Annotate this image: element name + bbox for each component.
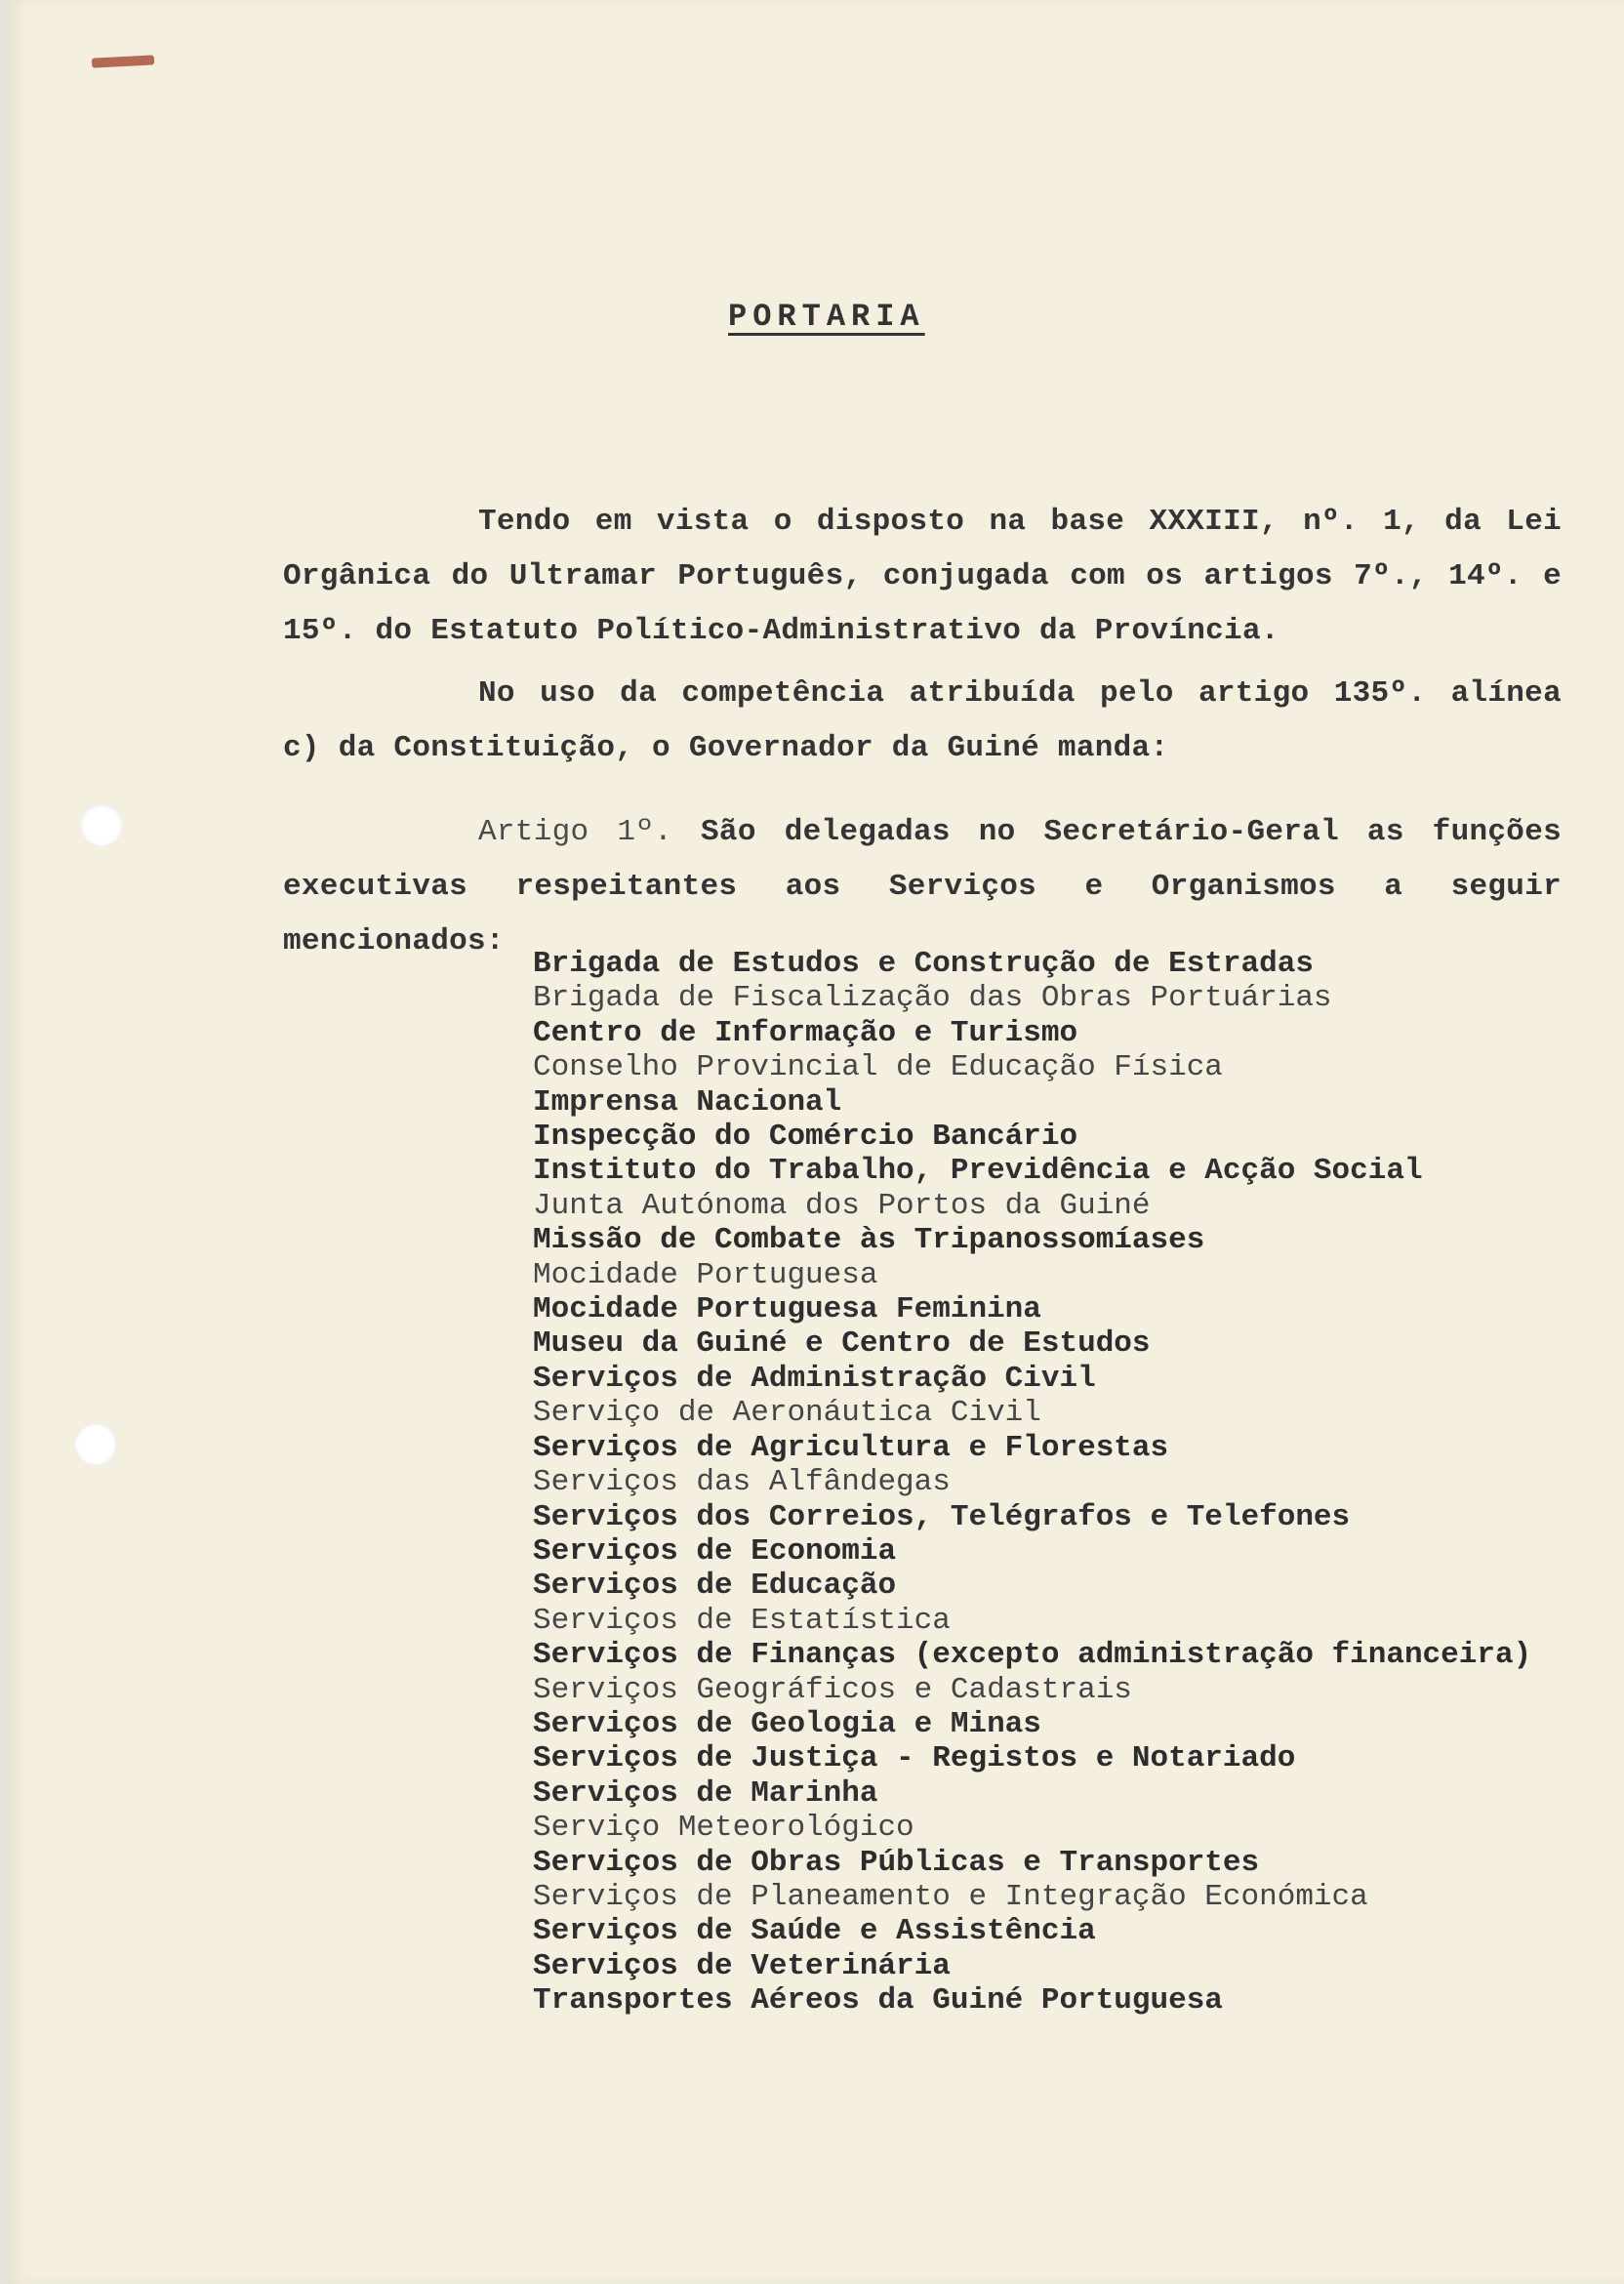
services-list	[533, 947, 1531, 2019]
list-item: Junta Autónoma dos Portos da Guiné	[533, 1188, 1151, 1223]
list-item: Serviço de Aeronáutica Civil	[533, 1396, 1041, 1431]
list-item: Mocidade Portuguesa Feminina	[533, 1292, 1041, 1327]
list-item: Museu da Guiné e Centro de Estudos	[533, 1326, 1151, 1362]
list-item: Missão de Combate às Tripanossomíases	[533, 1223, 1205, 1258]
list-item: Inspecção do Comércio Bancário	[533, 1120, 1078, 1155]
list-item: Centro de Informação e Turismo	[533, 1015, 1078, 1050]
list-item: Serviços de Finanças (excepto administração financeira)	[533, 1638, 1532, 1673]
list-item: Serviços de Planeamento e Integração Económica	[533, 1879, 1368, 1914]
list-item: Serviços das Alfândegas	[533, 1465, 951, 1500]
list-item: Serviços de Marinha	[533, 1775, 878, 1811]
list-item: Serviços de Veterinária	[533, 1948, 951, 1983]
list-item: Serviços de Obras Públicas e Transportes	[533, 1845, 1260, 1880]
competence-paragraph: No uso da competência atribuída pelo artigo 135º. alínea c) da Constituição, o Governador da Guiné manda:	[283, 676, 1562, 765]
list-item: Transportes Aéreos da Guiné Portuguesa	[533, 1983, 1223, 2019]
list-item: Instituto do Trabalho, Previdência e Acção Social	[533, 1154, 1423, 1189]
preamble-paragraph: Tendo em vista o disposto na base XXXIII, nº. 1, da Lei Orgânica do Ultramar Português, conjugada com os artigos 7º., 14º. e 15º. do Estatuto Político-Administrativo da Província.	[283, 505, 1562, 648]
article-label: Artigo 1º.	[478, 815, 673, 849]
list-item: Serviços de Administração Civil	[533, 1361, 1096, 1396]
document-title: PORTARIA	[728, 299, 925, 335]
list-item: Serviços de Economia	[533, 1533, 897, 1569]
list-item: Serviços de Justiça - Registos e Notariado	[533, 1741, 1296, 1776]
list-item: Serviços de Educação	[533, 1569, 897, 1604]
article-paragraph	[283, 805, 1562, 969]
list-item: Imprensa Nacional	[533, 1084, 842, 1120]
list-item: Serviço Meteorológico	[533, 1811, 914, 1846]
article-text: São delegadas no Secretário-Geral as funções executivas respeitantes aos Serviços e Organismos a seguir mencionados:	[283, 815, 1562, 958]
list-item: Serviços de Estatística	[533, 1603, 951, 1638]
list-item: Serviços de Saúde e Assistência	[533, 1914, 1096, 1949]
list-item: Mocidade Portuguesa	[533, 1257, 878, 1292]
list-item: Serviços dos Correios, Telégrafos e Telefones	[533, 1499, 1351, 1534]
list-item: Serviços de Geologia e Minas	[533, 1706, 1041, 1741]
list-item: Brigada de Estudos e Construção de Estradas	[533, 947, 1314, 981]
list-item: Conselho Provincial de Educação Física	[533, 1050, 1223, 1085]
list-item: Serviços de Agricultura e Florestas	[533, 1430, 1169, 1465]
list-item: Brigada de Fiscalização das Obras Portuárias	[533, 981, 1332, 1016]
list-item: Serviços Geográficos e Cadastrais	[533, 1672, 1132, 1707]
